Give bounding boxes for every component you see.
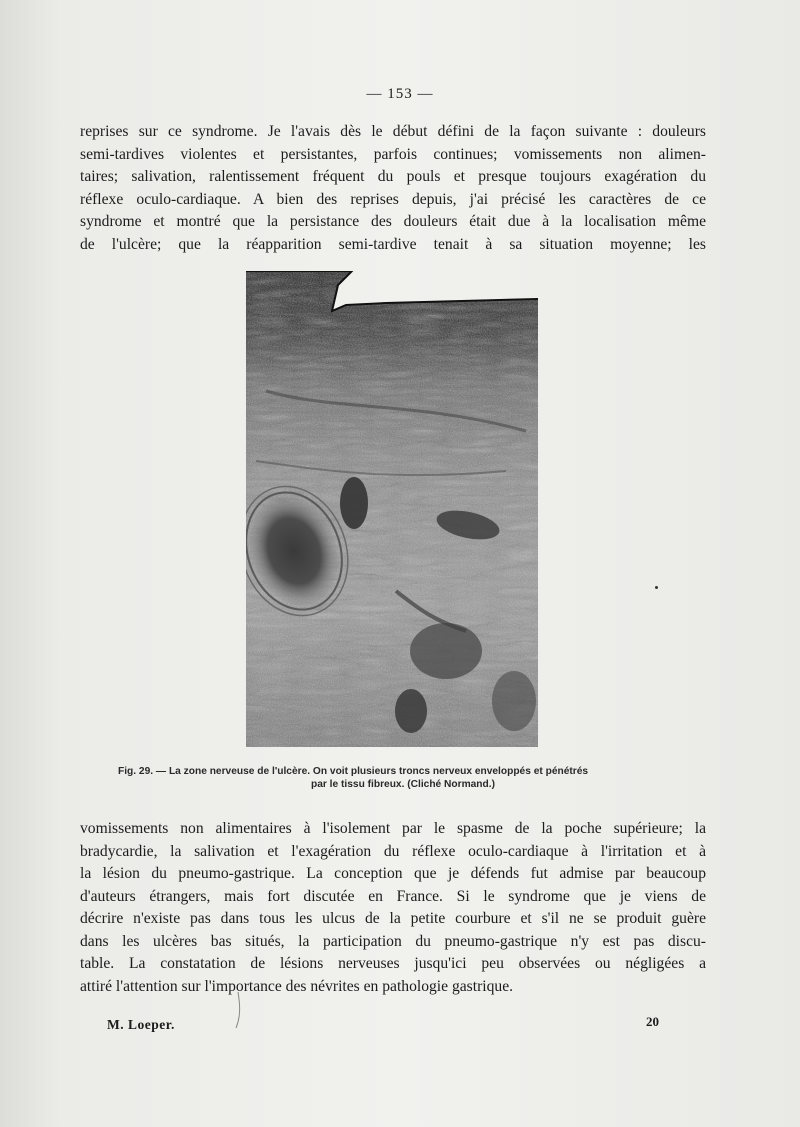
text-line: de l'ulcère; que la réapparition semi-tardive tenait à sa situation moyenne; les — [80, 235, 706, 253]
text-line: reprises sur ce syndrome. Je l'avais dès le début défini de la façon suivante : douleurs — [80, 123, 706, 140]
sheet-number: 20 — [646, 1014, 659, 1029]
caption-line: par le tissu fibreux. (Cliché Normand.) — [311, 779, 495, 790]
nerve-trunk-lower — [410, 623, 482, 679]
figure-caption — [118, 765, 688, 791]
histology-photograph — [246, 271, 538, 747]
text-line: dans les ulcères bas situés, la participation du pneumo-gastrique n'y est pas discu- — [80, 932, 706, 950]
author-signature: M. Loeper. — [107, 1017, 175, 1032]
text-line: réflexe oculo-cardiaque. A bien des reprises depuis, j'ai précisé les caractères de ce — [80, 190, 706, 208]
pencil-mark — [232, 990, 244, 1030]
text-line: la lésion du pneumo-gastrique. La conception que je défends fut admise par beaucoup — [80, 865, 706, 882]
paragraph-top — [80, 121, 706, 256]
stray-dot — [655, 586, 658, 589]
micrograph-image — [246, 271, 538, 747]
text-line: attiré l'attention sur l'importance des névrites en pathologie gastrique. — [80, 977, 514, 995]
paragraph-bottom — [80, 818, 706, 998]
text-line: syndrome et montré que la persistance des douleurs était due à la localisation même — [80, 213, 706, 230]
text-line: taires; salivation, ralentissement fréquent du pouls et presque toujours exagération du — [80, 168, 706, 185]
nerve-trunk-small — [340, 477, 368, 529]
page-number: — 153 — — [366, 86, 434, 102]
caption-line: Fig. 29. — La zone nerveuse de l'ulcère. On voit plusieurs troncs nerveux enveloppés et pénétrés — [118, 766, 589, 777]
nerve-trunk-bottom — [395, 689, 427, 733]
text-line: semi-tardives violentes et persistantes, parfois continues; vomissements non alimen- — [80, 145, 706, 163]
text-line: décrire n'existe pas dans tous les ulcus de la petite courbure et s'il ne se produit guère — [80, 910, 706, 927]
text-line: vomissements non alimentaires à l'isolement par le spasme de la poche supérieure; la — [80, 820, 706, 837]
text-line: d'auteurs étrangers, mais fort discutée en France. Si le syndrome que je viens de — [80, 887, 706, 905]
text-line: bradycardie, la salivation et l'exagération du réflexe oculo-cardiaque à l'irritation et à — [80, 842, 706, 860]
text-line: table. La constatation de lésions nerveuses jusqu'ici peu observées ou négligées a — [80, 955, 706, 972]
